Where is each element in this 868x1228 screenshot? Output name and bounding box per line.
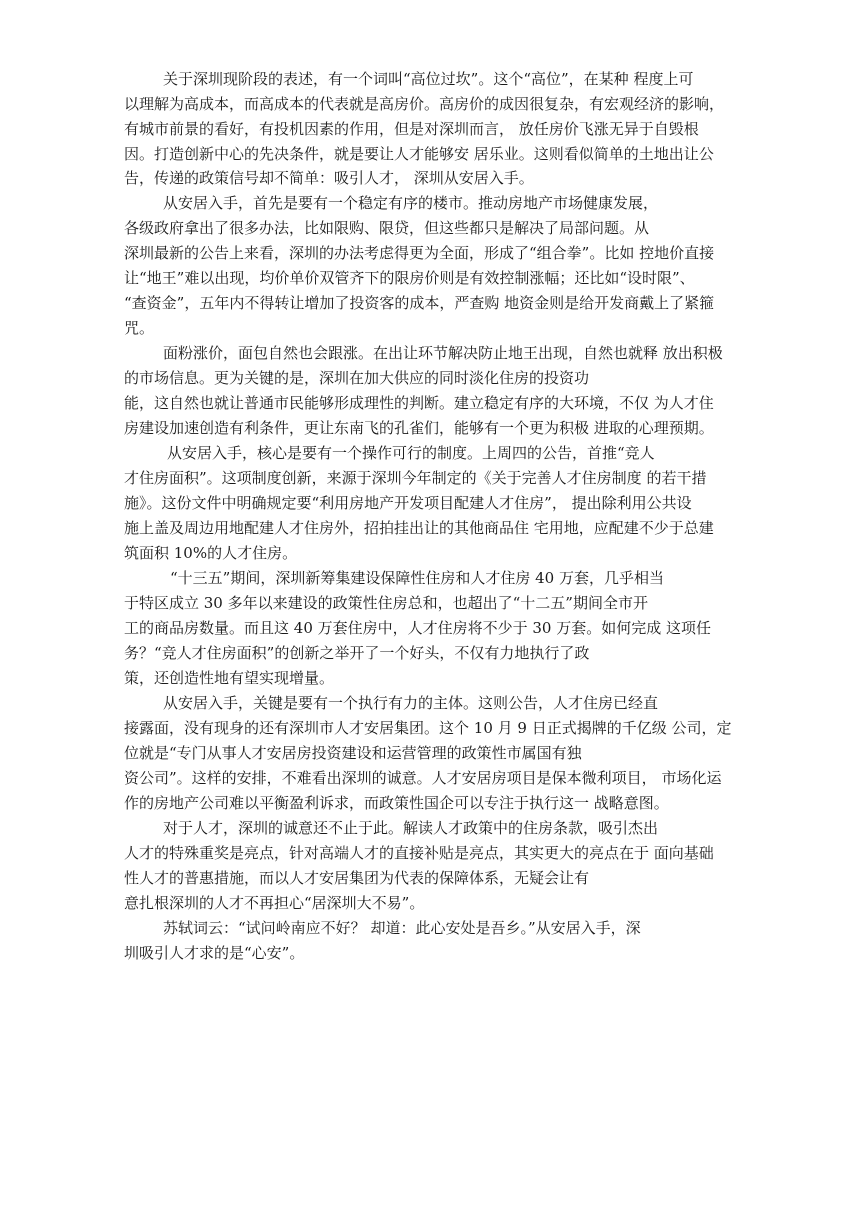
text-line: 从安居入手，核心是要有一个操作可行的制度。上周四的公告，首推“竞人 [167, 444, 655, 462]
text-line: 让“地王”难以出现，均价单价双管齐下的限房价则是有效控制涨幅；还比如“设时限”、 [124, 269, 695, 287]
text-line: 咒。 [124, 319, 155, 337]
text-line: 接露面，没有现身的还有深圳市人才安居集团。这个 10 月 9 日正式揭牌的千亿级 公司，定 [124, 719, 732, 737]
text-line: “查资金”，五年内不得转让增加了投资客的成本，严查购 地资金则是给开发商戴上了紧箍 [124, 294, 715, 312]
text-line: 意扎根深圳的人才不再担心“居深圳大不易”。 [124, 894, 425, 912]
text-line: 资公司”。这样的安排，不难看出深圳的诚意。人才安居房项目是保本微利项目， 市场化运 [124, 769, 722, 787]
text-line: 策，还创造性地有望实现增量。 [124, 669, 335, 687]
text-line: “十三五”期间，深圳新筹集建设保障性住房和人才住房 40 万套，几乎相当 [170, 569, 664, 587]
text-line: 作的房地产公司难以平衡盈利诉求，而政策性国企可以专注于执行这一 战略意图。 [124, 794, 669, 812]
text-line: 苏轼词云：“试问岭南应不好？ 却道：此心安处是吾乡。”从安居入手，深 [163, 919, 641, 937]
text-line: 从安居入手，首先是要有一个稳定有序的楼市。推动房地产市场健康发展， [163, 194, 659, 212]
text-line: 从安居入手，关键是要有一个执行有力的主体。这则公告，人才住房已经直 [163, 694, 659, 712]
text-line: 于特区成立 30 多年以来建设的政策性住房总和，也超出了“十二五”期间全市开 [124, 594, 648, 612]
text-line: 房建设加速创造有利条件，更让东南飞的孔雀们，能够有一个更为积极 进取的心理预期。 [124, 419, 714, 437]
text-line: 才住房面积”。这项制度创新，来源于深圳今年制定的《关于完善人才住房制度 的若干措 [124, 469, 707, 487]
text-line: 各级政府拿出了很多办法，比如限购、限贷，但这些都只是解决了局部问题。从 [124, 219, 650, 237]
text-line: 人才的特殊重奖是亮点，针对高端人才的直接补贴是亮点，其实更大的亮点在于 面向基础 [124, 844, 714, 862]
text-line: 筑面积 10%的人才住房。 [124, 544, 298, 562]
text-line: 对于人才，深圳的诚意还不止于此。解读人才政策中的住房条款，吸引杰出 [163, 819, 659, 837]
text-line: 施》。这份文件中明确规定要“利用房地产开发项目配建人才住房”， 提出除利用公共设 [124, 494, 692, 512]
text-line: 面粉涨价，面包自然也会跟涨。在出让环节解决防止地王出现，自然也就释 放出积极 [163, 344, 723, 362]
text-line: 能，这自然也就让普通市民能够形成理性的判断。建立稳定有序的大环境，不仅 为人才住 [124, 394, 714, 412]
text-line: 施上盖及周边用地配建人才住房外，招拍挂出让的其他商品住 宅用地，应配建不少于总建 [124, 519, 714, 537]
text-line: 关于深圳现阶段的表述，有一个词叫“高位过坎”。这个“高位”，在某种 程度上可 [163, 70, 694, 88]
text-line: 因。打造创新中心的先决条件，就是要让人才能够安 居乐业。这则看似简单的土地出让公 [124, 145, 714, 163]
text-line: 有城市前景的看好，有投机因素的作用，但是对深圳而言， 放任房价飞涨无异于自毁根 [124, 120, 699, 138]
text-line: 告，传递的政策信号却不简单：吸引人才， 深圳从安居入手。 [124, 169, 534, 187]
text-line: 以理解为高成本，而高成本的代表就是高房价。高房价的成因很复杂，有宏观经济的影响， [124, 95, 725, 113]
text-line: 务？“竞人才住房面积”的创新之举开了一个好头，不仅有力地执行了政 [124, 644, 590, 662]
text-line: 的市场信息。更为关键的是，深圳在加大供应的同时淡化住房的投资功 [124, 369, 590, 387]
text-line: 圳吸引人才求的是“心安”。 [124, 944, 305, 962]
text-line: 深圳最新的公告上来看，深圳的办法考虑得更为全面，形成了“组合拳”。比如 控地价直接 [124, 244, 715, 262]
text-line: 位就是“专门从事人才安居房投资建设和运营管理的政策性市属国有独 [124, 744, 582, 762]
text-line: 性人才的普惠措施，而以人才安居集团为代表的保障体系，无疑会让有 [124, 869, 590, 887]
text-line: 工的商品房数量。而且这 40 万套住房中，人才住房将不少于 30 万套。如何完成 这项任 [124, 619, 712, 637]
